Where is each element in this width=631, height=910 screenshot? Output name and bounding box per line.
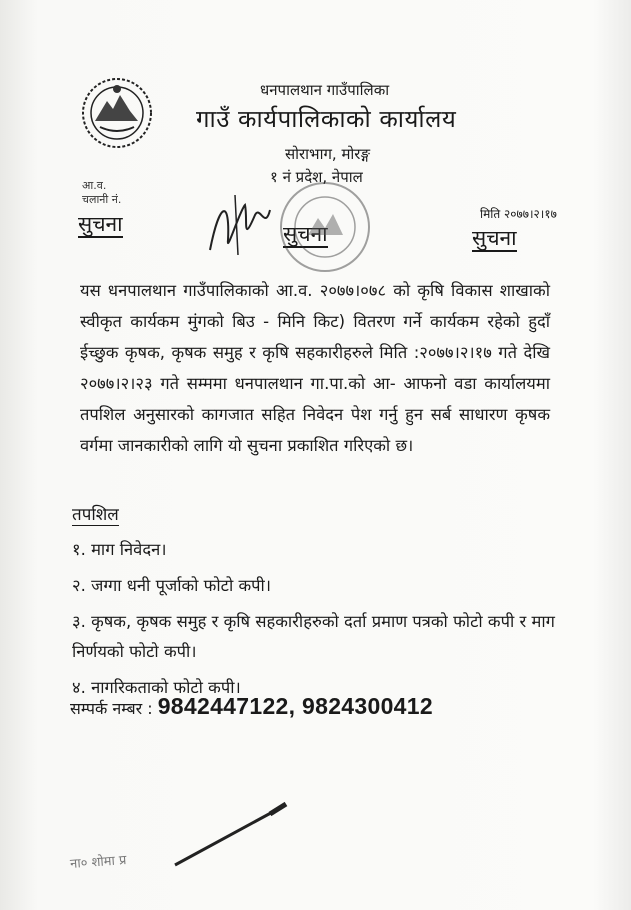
list-item: १. माग निवेदन। [72, 540, 167, 559]
dispatch-label: चलानी नं. [82, 193, 122, 206]
office-stamp-icon [278, 180, 373, 275]
signature-icon [200, 190, 280, 260]
list-item: २. जग्गा धनी पूर्जाको फोटो कपी। [72, 576, 272, 595]
office-title: गाउँ कार्यपालिकाको कार्यालय [196, 105, 457, 133]
bottom-scrawl: ना० शोमा प्र [69, 853, 127, 872]
nepal-emblem-icon [80, 75, 155, 150]
list-item: ३. कृषक, कृषक समुह र कृषि सहकारीहरुको दर्ता प्रमाण पत्रको फोटो कपी र माग निर्णयको फोटो कपी। [72, 612, 555, 661]
notice-tag-center: सुचना [283, 222, 328, 248]
contact-label: सम्पर्क नम्बर : [70, 699, 153, 718]
pen-mark-icon [170, 800, 290, 870]
contact-line [70, 693, 433, 720]
notice-tag-left: सुचना [78, 212, 123, 238]
requirements-list [72, 535, 562, 709]
fiscal-year-label: आ.व. [82, 179, 107, 192]
office-province: १ नं प्रदेश, नेपाल [270, 168, 363, 186]
municipality-name: धनपालथान गाउँपालिका [260, 81, 390, 99]
contact-numbers: 9842447122, 9824300412 [157, 693, 433, 719]
list-heading: तपशिल [72, 505, 119, 525]
notice-body: यस धनपालथान गाउँपालिकाको आ.व. २०७७।०७८ को कृषि विकास शाखाको स्वीकृत कार्यकम मुंगको बिउ - मिनि किट) वितरण गर्ने कार्यकम रहेको हुदाँ ईच्छुक कृषक, कृषक समुह र कृषि सहकारीहरुले मिति :२०७७।२।१७ गते देखि २०७७।२।२३ गते सम्ममा धनपालथान गा.पा.को आ- आफनो वडा कार्यालयमा तपशिल अनुसारको कागजात सहित निवेदन पेश गर्नु हुन सर्ब साधारण कृषक वर्गमा जानकारीको लागि यो सुचना प्रकाशित गरिएको छ। [80, 281, 550, 455]
office-address: सोराभाग, मोरङ्ग [285, 145, 370, 163]
notice-tag-right: सुचना [472, 226, 517, 252]
list-item: ४. नागरिकताको फोटो कपी। [72, 678, 241, 697]
notice-date: मिति २०७७।२।१७ [480, 207, 557, 221]
